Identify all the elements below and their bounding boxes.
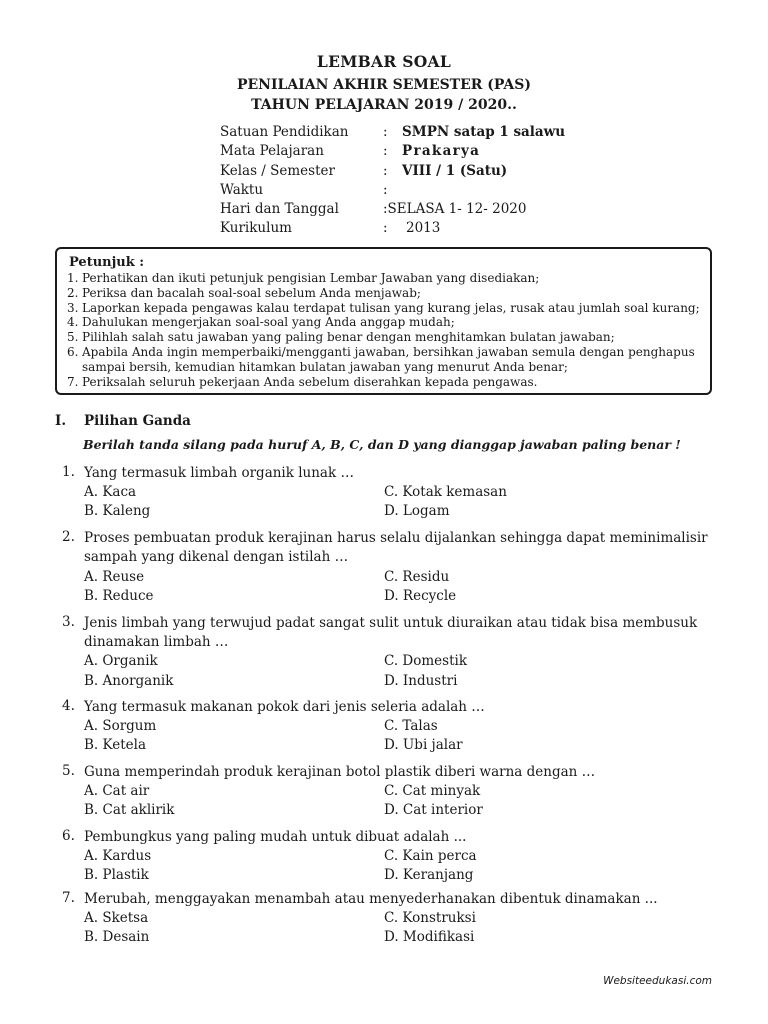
question-text: Yang termasuk makanan pokok dari jenis seleria adalah … [84,699,485,715]
option-b: B. Kaleng [84,503,151,519]
info-label: Kelas / Semester [220,162,335,179]
option-a: A. Reuse [84,569,145,585]
option-b: B. Anorganik [84,673,174,689]
option-c: C. Residu [384,569,450,585]
info-label: Satuan Pendidikan [220,124,349,140]
question-text: Yang termasuk limbah organik lunak … [84,465,354,481]
info-colon: : [383,143,388,160]
option-a: A. Kaca [84,484,137,500]
instruction-number: 7. [67,374,79,389]
question-text: Merubah, menggayakan menambah atau menyederhanakan dibentuk dinamakan ... [84,891,658,907]
option-c: C. Domestik [384,653,468,669]
instruction-text: Periksa dan bacalah soal-soal sebelum Anda menjawab; [82,285,421,300]
question-number: 5. [62,763,75,779]
option-b: B. Ketela [84,737,146,753]
instruction-item [67,345,707,375]
instruction-item [67,271,707,286]
info-colon: : [383,220,388,237]
option-c: C. Talas [384,718,438,734]
option-c: C. Kain perca [384,848,477,864]
option-d: D. Cat interior [384,802,483,818]
instructions-list [67,271,707,389]
watermark-text: Websiteedukasi.com [603,975,712,987]
question-number: 4. [62,698,75,714]
option-b: B. Desain [84,929,150,945]
option-a: A. Cat air [84,783,150,799]
instruction-number: 6. [67,344,79,359]
info-colon: : [383,181,388,198]
info-colon: : [383,124,388,140]
option-d: D. Logam [384,503,450,519]
question-number: 1. [62,464,75,480]
option-d: D. Modifikasi [384,929,475,945]
instruction-number: 5. [67,330,79,345]
option-d: D. Keranjang [384,867,474,883]
instruction-number: 4. [67,315,79,330]
section-instruction: Berilah tanda silang pada huruf A, B, C, dan D yang dianggap jawaban paling benar ! [83,437,681,452]
document-title: LEMBAR SOAL [316,52,452,71]
instruction-text: Apabila Anda ingin memperbaiki/mengganti jawaban, bersihkan jawaban semula dengan penghapus sampai bersih, kemudian hitamkan bulatan jawaban yang menurut Anda benar; [82,344,695,374]
section-number: I. [55,413,67,429]
option-a: A. Sketsa [84,910,149,926]
question-number: 6. [62,828,75,844]
instruction-item [67,286,707,301]
option-c: C. Konstruksi [384,910,476,926]
question-number: 7. [62,890,75,906]
option-a: A. Organik [84,653,158,669]
question-text: Guna memperindah produk kerajinan botol plastik diberi warna dengan … [84,764,596,780]
info-colon: : [383,162,388,179]
info-label: Waktu [220,181,264,198]
option-b: B. Plastik [84,867,149,883]
instructions-box [55,247,712,395]
option-b: B. Cat aklirik [84,802,175,818]
option-a: A. Kardus [84,848,152,864]
question-text: Proses pembuatan produk kerajinan harus selalu dijalankan sehingga dapat meminimalisir sampah yang dikenal dengan istilah … [84,530,708,565]
instruction-item [67,330,707,345]
section-title: Pilihan Ganda [84,413,191,429]
instruction-text: Periksalah seluruh pekerjaan Anda sebelum diserahkan kepada pengawas. [82,374,538,389]
option-c: C. Cat minyak [384,783,481,799]
info-colon: :SELASA 1- 12- 2020 [383,201,527,218]
instruction-text: Perhatikan dan ikuti petunjuk pengisian Lembar Jawaban yang disediakan; [82,271,540,285]
info-value: 2013 [406,220,441,237]
instruction-number: 1. [67,271,79,285]
info-label: Mata Pelajaran [220,143,324,160]
info-value: VIII / 1 (Satu) [402,162,508,179]
info-value: Prakarya [402,143,481,160]
instructions-title: Petunjuk : [69,255,145,270]
instruction-item [67,375,707,390]
question-text: Pembungkus yang paling mudah untuk dibuat adalah ... [84,829,467,845]
instruction-item [67,301,707,316]
option-a: A. Sorgum [84,718,157,734]
instruction-text: Pilihlah salah satu jawaban yang paling benar dengan menghitamkan bulatan jawaban; [82,330,615,345]
instruction-number: 2. [67,285,79,300]
instruction-text: Laporkan kepada pengawas kalau terdapat tulisan yang kurang jelas, rusak atau jumlah soal kurang; [82,300,700,315]
info-label: Hari dan Tanggal [220,201,339,218]
question-number: 2. [62,529,75,545]
instruction-text: Dahulukan mengerjakan soal-soal yang Anda anggap mudah; [82,315,455,330]
info-value: SMPN satap 1 salawu [402,124,566,140]
question-text: Jenis limbah yang terwujud padat sangat sulit untuk diuraikan atau tidak bisa membusuk dinamakan limbah … [84,615,698,650]
option-d: D. Ubi jalar [384,737,463,753]
question-number: 3. [62,614,75,630]
info-label: Kurikulum [220,220,292,237]
option-d: D. Industri [384,673,458,689]
option-d: D. Recycle [384,588,457,604]
instruction-number: 3. [67,300,79,315]
option-c: C. Kotak kemasan [384,484,507,500]
academic-year: TAHUN PELAJARAN 2019 / 2020.. [251,97,517,113]
instruction-item [67,315,707,330]
option-b: B. Reduce [84,588,154,604]
document-subtitle: PENILAIAN AKHIR SEMESTER (PAS) [236,77,532,93]
